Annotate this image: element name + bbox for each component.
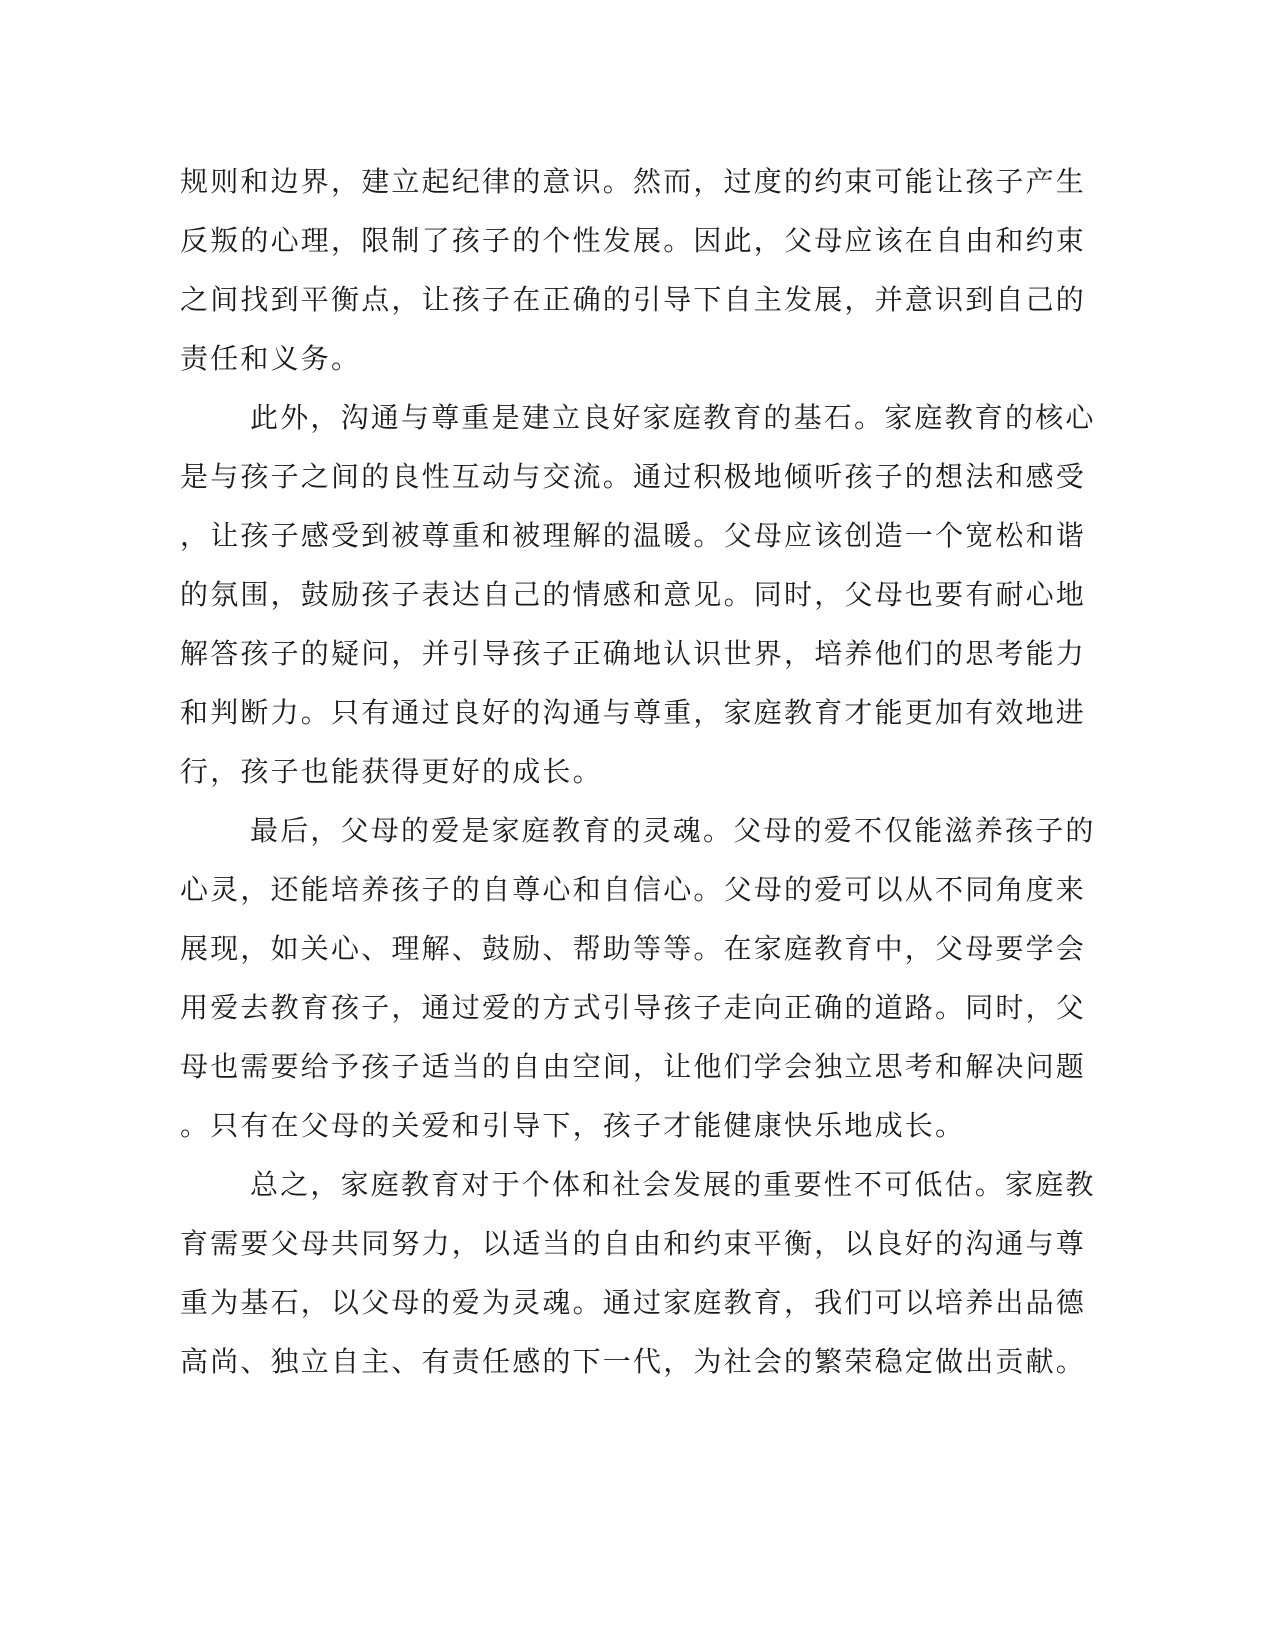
- text-line: 此外，沟通与尊重是建立良好家庭教育的基石。家庭教育的核心: [250, 401, 1096, 434]
- text-line: 最后，父母的爱是家庭教育的灵魂。父母的爱不仅能滋养孩子的: [250, 814, 1096, 847]
- text-line: ，让孩子感受到被尊重和被理解的温暖。父母应该创造一个宽松和谐: [180, 519, 1087, 552]
- text-line: 展现，如关心、理解、鼓励、帮助等等。在家庭教育中，父母要学会: [180, 932, 1087, 965]
- document-body: [180, 152, 1096, 1391]
- text-line: 行，孩子也能获得更好的成长。: [180, 755, 603, 788]
- text-line: 和判断力。只有通过良好的沟通与尊重，家庭教育才能更加有效地进: [180, 696, 1087, 729]
- text-line: 心灵，还能培养孩子的自尊心和自信心。父母的爱可以从不同角度来: [180, 873, 1087, 906]
- paragraph-3: [180, 801, 1096, 1155]
- text-line: 反叛的心理，限制了孩子的个性发展。因此，父母应该在自由和约束: [180, 224, 1087, 257]
- text-line: 育需要父母共同努力，以适当的自由和约束平衡，以良好的沟通与尊: [180, 1227, 1087, 1260]
- paragraph-4: [180, 1155, 1096, 1391]
- text-line: 规则和边界，建立起纪律的意识。然而，过度的约束可能让孩子产生: [180, 165, 1087, 198]
- text-line: 母也需要给予孩子适当的自由空间，让他们学会独立思考和解决问题: [180, 1050, 1087, 1083]
- text-line: 是与孩子之间的良性互动与交流。通过积极地倾听孩子的想法和感受: [180, 460, 1087, 493]
- text-line: 重为基石，以父母的爱为灵魂。通过家庭教育，我们可以培养出品德: [180, 1286, 1087, 1319]
- text-line: 高尚、独立自主、有责任感的下一代，为社会的繁荣稳定做出贡献。: [180, 1345, 1087, 1378]
- text-line: 责任和义务。: [180, 342, 362, 375]
- paragraph-1: [180, 152, 1087, 388]
- text-line: 的氛围，鼓励孩子表达自己的情感和意见。同时，父母也要有耐心地: [180, 578, 1087, 611]
- text-line: 。只有在父母的关爱和引导下，孩子才能健康快乐地成长。: [180, 1109, 966, 1142]
- text-line: 解答孩子的疑问，并引导孩子正确地认识世界，培养他们的思考能力: [180, 637, 1087, 670]
- paragraph-2: [180, 388, 1096, 801]
- text-line: 用爱去教育孩子，通过爱的方式引导孩子走向正确的道路。同时，父: [180, 991, 1087, 1024]
- text-line: 总之，家庭教育对于个体和社会发展的重要性不可低估。家庭教: [250, 1168, 1096, 1201]
- text-line: 之间找到平衡点，让孩子在正确的引导下自主发展，并意识到自己的: [180, 283, 1087, 316]
